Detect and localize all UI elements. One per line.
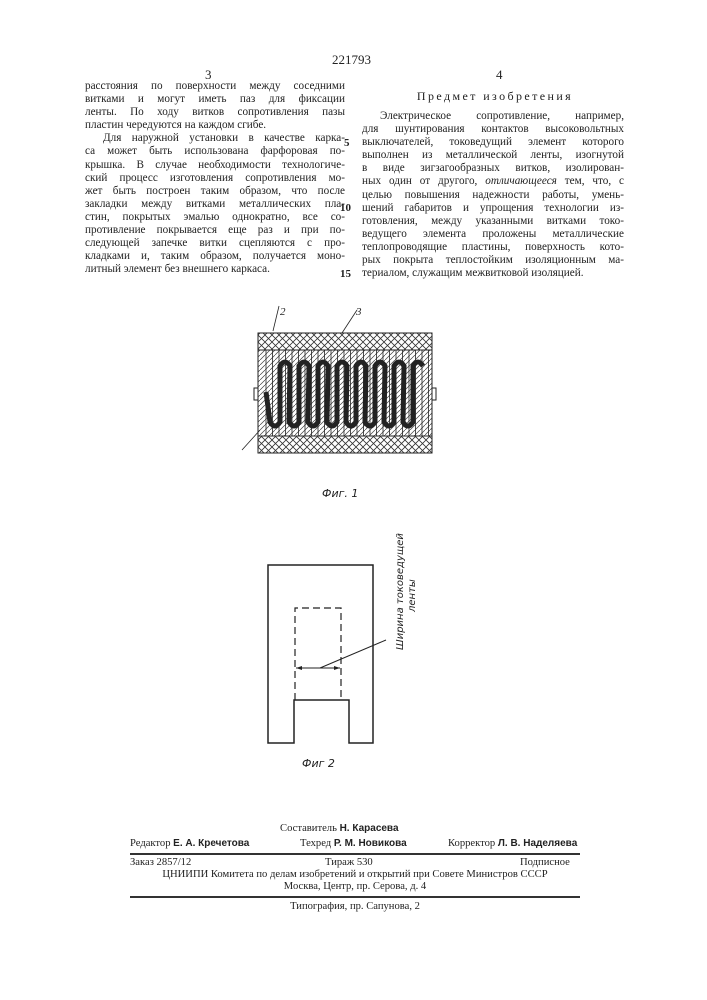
figure-1-caption: Фиг. 1 [322,487,358,500]
techred-line [300,838,407,849]
text-line: ных один от другого, отличающееся тем, что, с [362,175,624,188]
patent-number: 221793 [332,52,371,68]
text-line: шений габаритов и упрощения технологии из- [362,202,624,215]
text-line: готовления, между указанными витками токо- [362,215,624,228]
text-line: целью повышения надежности работы, умень- [362,189,624,202]
text-line: в виде зигзагообразных витков, изолирован- [362,162,624,175]
text-line: следующей запечке витки сцепляются с про- [85,237,345,250]
circulation: Тираж 530 [325,857,373,868]
printer: Типография, пр. Сапунова, 2 [130,901,580,912]
corrector-line [448,838,577,849]
label-3: 3 [355,306,362,318]
figure-2-drawing [260,555,390,755]
figure-2-caption: Фиг 2 [302,757,335,770]
order-number: Заказ 2857/12 [130,857,191,868]
text-line: выключателей, токоведущий элемент которого [362,136,624,149]
right-column-text [362,110,624,280]
editor-name: Е. А. Кречетова [173,838,249,849]
text-line: пластин чередуются на каждом сгибе. [85,119,345,132]
compiler-name: Н. Карасева [340,823,399,834]
text-line: противление покрывается еще раз и при по- [85,224,345,237]
patent-page [0,0,707,1000]
text-line: ведущего элемента проложены металлические [362,228,624,241]
editor-line [130,838,249,849]
text-line: теплопроводящие пластины, поверхность кото- [362,241,624,254]
line-number: 5 [344,137,350,149]
annotation-line: ленты [407,533,419,650]
claims-title: Предмет изобретения [365,89,625,104]
label-2: 2 [280,306,286,318]
text-line: кладками и, таким образом, получается моно- [85,250,345,263]
page-number-left: 3 [205,67,212,83]
compiler-line [280,823,399,834]
text-line: ский процесс изготовления сопротивления мо- [85,172,345,185]
text-line: Электрическое сопротивление, например, [362,110,624,123]
divider [130,896,580,898]
page-number-right: 4 [496,67,503,83]
label: Корректор [448,838,495,849]
figure-1-drawing [230,300,460,510]
address: Москва, Центр, пр. Серова, д. 4 [130,881,580,892]
text-line: жет быть построен таким образом, что после [85,185,345,198]
text-line: закладки между витками металлических пла- [85,198,345,211]
text-line: териалом, служащим межвитковой изоляцией. [362,267,624,280]
divider [130,853,580,855]
text-line: крышка. В случае необходимости технологиче- [85,159,345,172]
line-number: 15 [340,268,351,280]
corrector-name: Л. В. Наделяева [498,838,577,849]
annotation-line: Ширина токоведущей [395,533,407,650]
left-column-text [85,80,345,276]
techred-name: Р. М. Новикова [334,838,407,849]
label: Редактор [130,838,171,849]
text-line: расстояния по поверхности между соседними [85,80,345,93]
organization: ЦНИИПИ Комитета по делам изобретений и открытий при Совете Министров СССР [130,869,580,880]
text-line: ленты. По ходу витков сопротивления пазы [85,106,345,119]
line-number: 10 [340,202,351,214]
text-line: Для наружной установки в качестве карка- [85,132,345,145]
label: Составитель [280,823,337,834]
text-line: литный элемент без внешнего каркаса. [85,263,345,276]
text-line: для шунтирования контактов высоковольтных [362,123,624,136]
label: Техред [300,838,331,849]
text-line: витками и могут иметь паз для фиксации [85,93,345,106]
text-line: са может быть использована фарфоровая по- [85,145,345,158]
text-line: стин, покрытых эмалью однократно, все со- [85,211,345,224]
figure-2-annotation [395,533,419,650]
text-line: выполнен из металлической ленты, изогнутой [362,149,624,162]
subscription: Подписное [520,857,570,868]
text-line: рых покрыта теплостойким изоляционным ма- [362,254,624,267]
